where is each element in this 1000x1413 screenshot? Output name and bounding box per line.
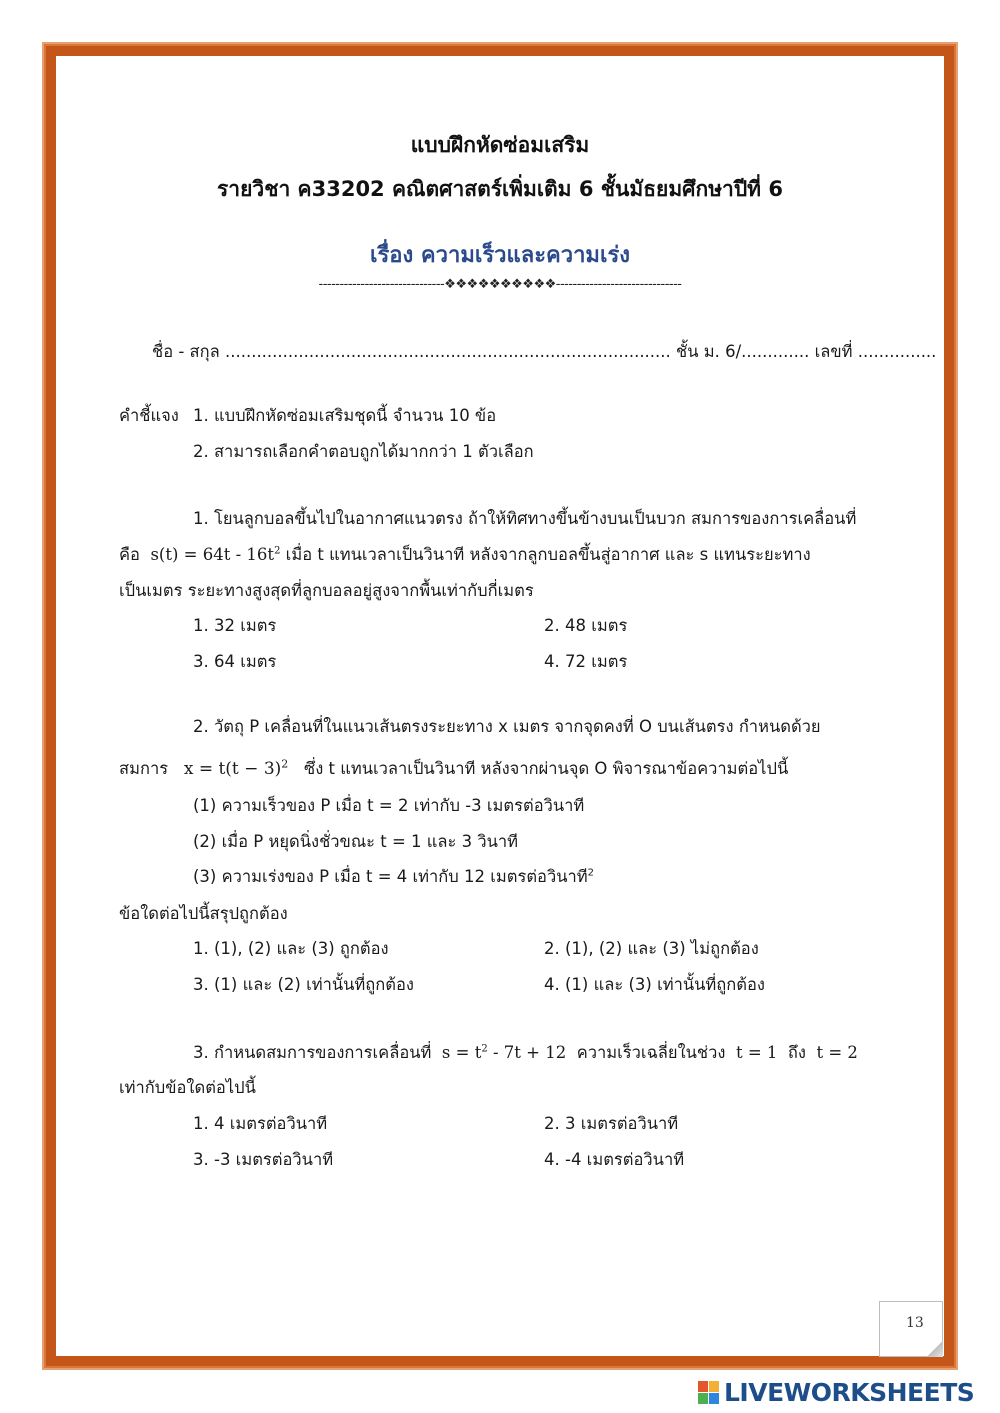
q1-choice-1[interactable]: 1. 32 เมตร	[193, 616, 277, 635]
q3-text-line2: เท่ากับข้อใดต่อไปนี้	[119, 1078, 256, 1097]
q1-text-line2	[119, 542, 811, 568]
q2-choice-3[interactable]: 3. (1) และ (2) เท่านั้นที่ถูกต้อง	[193, 975, 414, 994]
q2-choice-2[interactable]: 2. (1), (2) และ (3) ไม่ถูกต้อง	[544, 939, 759, 958]
q1-label-kue: คือ	[119, 545, 140, 564]
instruction-item-1: 1. แบบฝึกหัดซ่อมเสริมชุดนี้ จำนวน 10 ข้อ	[193, 406, 497, 425]
q1-equation: s(t) = 64t - 16t	[150, 545, 275, 564]
q3-choice-3[interactable]: 3. -3 เมตรต่อวินาที	[193, 1150, 334, 1169]
q2-question: ข้อใดต่อไปนี้สรุปถูกต้อง	[119, 904, 288, 923]
q1-text-line1: 1. โยนลูกบอลขึ้นไปในอากาศแนวตรง ถ้าให้ทิศทางขึ้นข้างบนเป็นบวก สมการของการเคลื่อนที่	[193, 509, 857, 528]
q2-choice-4[interactable]: 4. (1) และ (3) เท่านั้นที่ถูกต้อง	[544, 975, 765, 994]
q2-statement-3-text: (3) ความเร่งของ P เมื่อ t = 4 เท่ากับ 12 เมตรต่อวินาที	[193, 867, 588, 886]
liveworksheets-wordmark: LIVEWORKSHEETS	[724, 1378, 975, 1407]
q2-statement-3-exponent: 2	[587, 867, 595, 879]
q2-statement-3	[193, 864, 594, 890]
q3-text-to: ถึง	[787, 1043, 806, 1062]
course-title: รายวิชา ค33202 คณิตศาสตร์เพิ่มเติม 6 ชั้นมัธยมศึกษาปีที่ 6	[217, 177, 783, 201]
q3-equation-base: s = t	[441, 1043, 482, 1062]
q2-equation: x = t(t − 3)	[183, 759, 282, 779]
topic-title: เรื่อง ความเร็วและความเร่ง	[369, 243, 631, 268]
q3-t-end: t = 2	[816, 1043, 858, 1062]
page-curl-icon	[927, 1341, 943, 1357]
q3-text-mid: ความเร็วเฉลี่ยในช่วง	[576, 1043, 726, 1062]
q3-choice-4[interactable]: 4. -4 เมตรต่อวินาที	[544, 1150, 685, 1169]
page-number: 13	[906, 1315, 924, 1331]
name-line[interactable]: ชื่อ - สกุล ..................................................................................... ชั้น ม. 6/............. เลขที่ ...............	[152, 342, 937, 361]
q2-statement-2: (2) เมื่อ P หยุดนิ่งชั่วขณะ t = 1 และ 3 วินาที	[193, 832, 519, 851]
q1-choice-3[interactable]: 3. 64 เมตร	[193, 652, 277, 671]
q2-text-line2	[119, 756, 788, 782]
q3-t-start: t = 1	[735, 1043, 778, 1062]
q2-choice-1[interactable]: 1. (1), (2) และ (3) ถูกต้อง	[193, 939, 389, 958]
q3-text-intro: 3. กำหนดสมการของการเคลื่อนที่	[193, 1043, 432, 1062]
q2-text-line1: 2. วัตถุ P เคลื่อนที่ในแนวเส้นตรงระยะทาง x เมตร จากจุดคงที่ O บนเส้นตรง กำหนดด้วย	[193, 717, 821, 736]
instruction-item-2: 2. สามารถเลือกคำตอบถูกได้มากกว่า 1 ตัวเลือก	[193, 442, 534, 461]
ornament-divider: ------------------------------❖❖❖❖❖❖❖❖❖❖------------------------------	[318, 277, 682, 292]
q3-equation-rest: - 7t + 12	[487, 1043, 567, 1062]
q1-text-line3: เป็นเมตร ระยะทางสูงสุดที่ลูกบอลอยู่สูงจากพื้นเท่ากับกี่เมตร	[119, 581, 534, 600]
q1-text-line2-rest: เมื่อ t แทนเวลาเป็นวินาที หลังจากลูกบอลขึ้นสู่อากาศ และ s แทนระยะทาง	[280, 545, 811, 564]
q2-label-equation: สมการ	[119, 759, 169, 778]
q1-equation-exponent: 2	[274, 545, 281, 557]
page-number-box	[879, 1301, 943, 1357]
q3-choice-2[interactable]: 2. 3 เมตรต่อวินาที	[544, 1114, 679, 1133]
worksheet-title: แบบฝึกหัดซ่อมเสริม	[410, 133, 590, 157]
liveworksheets-badge-icon	[698, 1381, 720, 1405]
q1-choice-2[interactable]: 2. 48 เมตร	[544, 616, 628, 635]
q1-choice-4[interactable]: 4. 72 เมตร	[544, 652, 628, 671]
q2-statement-1: (1) ความเร็วของ P เมื่อ t = 2 เท่ากับ -3 เมตรต่อวินาที	[193, 796, 585, 815]
q2-equation-exponent: 2	[281, 757, 289, 771]
q3-choice-1[interactable]: 1. 4 เมตรต่อวินาที	[193, 1114, 328, 1133]
q3-equation-exponent: 2	[481, 1043, 488, 1055]
instructions-label: คำชี้แจง	[119, 406, 179, 425]
q3-text-line1	[193, 1040, 858, 1066]
q2-text-line2-rest: ซึ่ง t แทนเวลาเป็นวินาที หลังจากผ่านจุด O พิจารณาข้อความต่อไปนี้	[304, 759, 789, 778]
q3-equation	[442, 1043, 566, 1062]
